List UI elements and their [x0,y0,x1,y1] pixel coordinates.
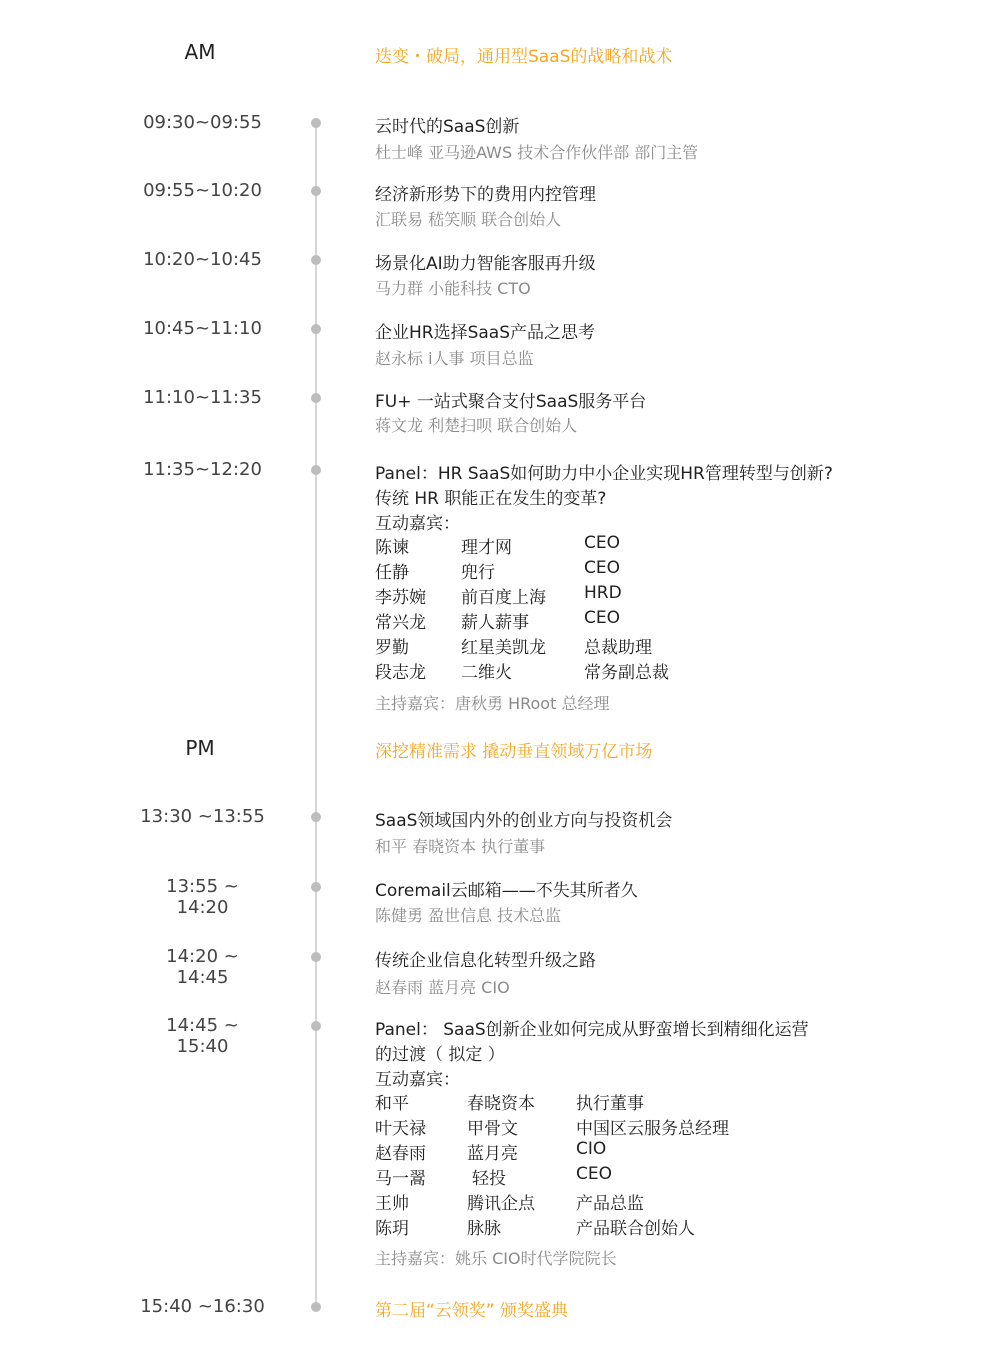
agenda-speaker: 和平 春晓资本 执行董事 [375,837,546,856]
agenda-title: 传统企业信息化转型升级之路 [375,951,596,971]
guest-name: 叶天禄 [375,1119,426,1139]
guest-name: 和平 [375,1094,409,1114]
pm-session-label: PM [185,736,215,760]
guest-company: 兜行 [461,563,495,583]
award-ceremony-title: 第二届“云领奖” 颁奖盛典 [375,1301,569,1321]
panel-title-line2: 传统 HR 职能正在发生的变革? [375,489,607,509]
guest-name: 陈玥 [375,1219,409,1239]
timeline-dot [311,952,321,962]
agenda-speaker: 杜士峰 亚马逊AWS 技术合作伙伴部 部门主管 [375,143,699,162]
guest-company: 蓝月亮 [467,1144,518,1164]
agenda-title: FU+ 一站式聚合支付SaaS服务平台 [375,392,647,412]
guest-name: 李苏婉 [375,588,426,608]
pm-session-title: 深挖精准需求 撬动垂直领域万亿市场 [375,742,653,762]
guest-role: CIO [576,1139,607,1159]
guest-name: 任静 [375,563,409,583]
guest-name: 常兴龙 [375,613,426,633]
agenda-speaker: 陈健勇 盈世信息 技术总监 [375,906,562,925]
guest-role: CEO [584,558,620,578]
agenda-time: 10:20~10:45 [143,249,262,270]
agenda-speaker: 汇联易 嵇笑顺 联合创始人 [375,210,562,229]
guest-role: 总裁助理 [584,638,652,658]
agenda-speaker: 蒋文龙 利楚扫呗 联合创始人 [375,416,578,435]
agenda-time: 14:45 ~ 15:40 [166,1015,239,1057]
agenda-time: 14:20 ~ 14:45 [166,946,239,988]
timeline-dot [311,324,321,334]
agenda-time: 15:40 ~16:30 [140,1296,265,1317]
guest-name: 陈谏 [375,538,409,558]
guest-role: CEO [584,533,620,553]
guest-role: 执行董事 [576,1094,644,1114]
panel-host: 主持嘉宾：姚乐 CIO时代学院院长 [375,1249,617,1268]
panel-title-line2: 的过渡（ 拟定 ） [375,1045,505,1065]
panel-guests-label: 互动嘉宾： [375,514,460,534]
guest-company: 轻投 [472,1169,506,1189]
guest-company: 理才网 [461,538,512,558]
guest-company: 甲骨文 [467,1119,518,1139]
agenda-time: 09:30~09:55 [143,112,262,133]
agenda-title: 云时代的SaaS创新 [375,117,520,137]
agenda-speaker: 赵永标 i人事 项目总监 [375,349,534,368]
agenda-time: 11:35~12:20 [143,459,262,480]
agenda-speaker: 马力群 小能科技 CTO [375,279,531,298]
agenda-title: SaaS领域国内外的创业方向与投资机会 [375,811,673,831]
guest-role: HRD [584,583,622,603]
agenda-time: 09:55~10:20 [143,180,262,201]
guest-role: CEO [584,608,620,628]
timeline-dot [311,118,321,128]
timeline-dot [311,465,321,475]
agenda-title: 经济新形势下的费用内控管理 [375,185,596,205]
timeline-dot [311,1021,321,1031]
agenda-title: 企业HR选择SaaS产品之思考 [375,323,596,343]
timeline-line [315,120,317,1308]
guest-role: 常务副总裁 [584,663,669,683]
panel-title-line1: Panel： SaaS创新企业如何完成从野蛮增长到精细化运营 [375,1020,809,1040]
guest-name: 赵春雨 [375,1144,426,1164]
guest-company: 腾讯企点 [467,1194,535,1214]
guest-name: 马一翯 [375,1169,426,1189]
agenda-time: 13:30 ~13:55 [140,806,265,827]
guest-role: 产品联合创始人 [576,1219,695,1239]
timeline-dot [311,812,321,822]
agenda-time: 11:10~11:35 [143,387,262,408]
panel-host: 主持嘉宾：唐秋勇 HRoot 总经理 [375,694,610,713]
guest-company: 红星美凯龙 [461,638,546,658]
guest-role: 产品总监 [576,1194,644,1214]
guest-name: 罗勤 [375,638,409,658]
guest-company: 春晓资本 [467,1094,535,1114]
guest-company: 脉脉 [467,1219,501,1239]
guest-company: 前百度上海 [461,588,546,608]
timeline-dot [311,255,321,265]
panel-guests-label: 互动嘉宾： [375,1070,460,1090]
timeline-dot [311,1302,321,1312]
guest-role: 中国区云服务总经理 [576,1119,729,1139]
timeline-dot [311,186,321,196]
agenda-time: 13:55 ~ 14:20 [166,876,239,918]
guest-name: 段志龙 [375,663,426,683]
am-session-label: AM [184,40,216,64]
agenda-speaker: 赵春雨 蓝月亮 CIO [375,978,510,997]
agenda-title: 场景化AI助力智能客服再升级 [375,254,596,274]
timeline-dot [311,882,321,892]
agenda-time: 10:45~11:10 [143,318,262,339]
guest-company: 薪人薪事 [461,613,529,633]
guest-role: CEO [576,1164,612,1184]
am-session-title: 迭变・破局，通用型SaaS的战略和战术 [375,47,673,67]
timeline-dot [311,393,321,403]
guest-company: 二维火 [461,663,512,683]
guest-name: 王帅 [375,1194,409,1214]
panel-title-line1: Panel：HR SaaS如何助力中小企业实现HR管理转型与创新? [375,464,833,484]
agenda-title: Coremail云邮箱——不失其所者久 [375,881,638,901]
